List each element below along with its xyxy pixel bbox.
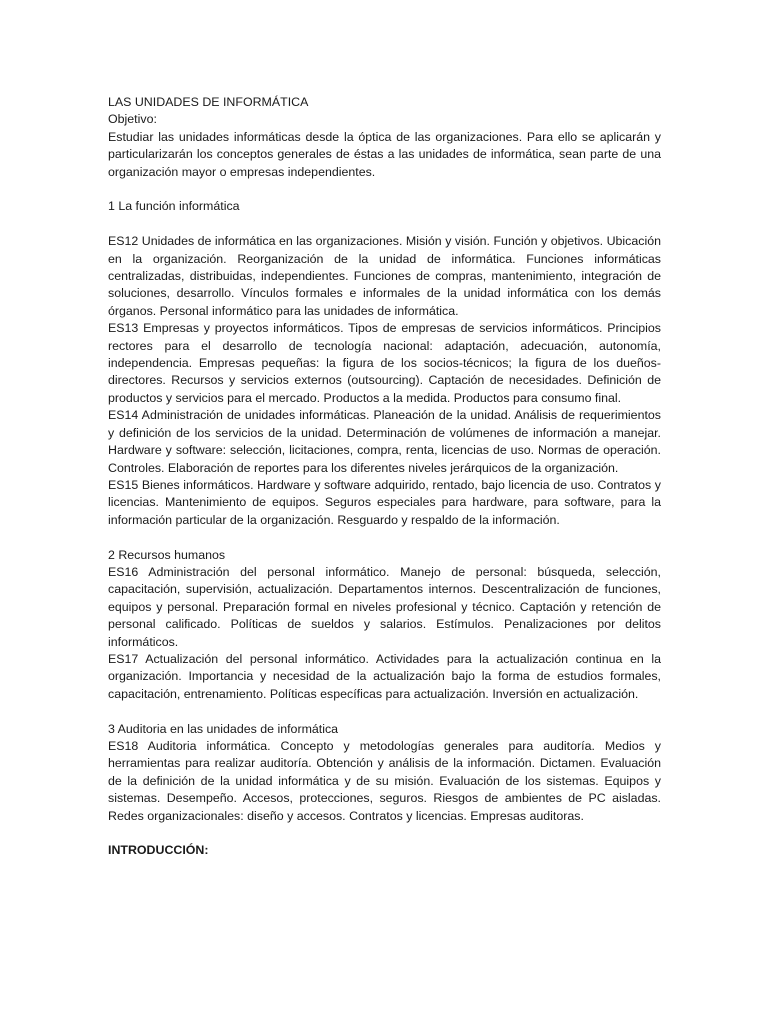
objetivo-text: Estudiar las unidades informáticas desde la óptica de las organizaciones. Para ello se aplicarán y particularizarán los conceptos generales de éstas a las unidades de informática, sean parte de una organización mayor o empresas independientes. <box>108 129 661 179</box>
document-title: LAS UNIDADES DE INFORMÁTICA <box>108 95 309 109</box>
paragraph-es18: ES18 Auditoria informática. Concepto y metodologías generales para auditoría. Medios y herramientas para realizar auditoría. Obtención y análisis de la información. Dictamen. Evaluación de la definición de la unidad informática y de su misión. Evaluación de los sistemas. Equipos y sistemas. Desempeño. Accesos, protecciones, seguros. Riesgos de ambientes de PC aisladas. Redes organizacionales: diseño y accesos. Contratos y licencias. Empresas auditoras. <box>108 738 661 823</box>
paragraph-es12: ES12 Unidades de informática en las organizaciones. Misión y visión. Función y objetivos. Ubicación en la organización. Reorganización de la unidad de informática. Funciones informáticas centralizadas, distribuidas, independientes. Funciones de compras, mantenimiento, integración de soluciones, desarrollo. Vínculos formales e informales de la unidad informática con los demás órganos. Personal informático para las unidades de informática. <box>108 234 661 318</box>
section-heading-1: 1 La función informática <box>108 199 240 214</box>
spacer <box>108 181 661 198</box>
paragraph-es13: ES13 Empresas y proyectos informáticos. Tipos de empresas de servicios informáticos. Principios rectores para el desarrollo de tecnología nacional: adaptación, adecuación, autonomía, independencia. Empresas pequeñas: la figura de los socios-técnicos; la figura de los dueños-directores. Recursos y servicios externos (outsourcing). Captación de necesidades. Definición de productos y servicios para el mercado. Productos a la medida. Productos para consumo final. <box>108 321 661 405</box>
spacer <box>108 703 661 720</box>
spacer <box>108 216 661 233</box>
objetivo-label: Objetivo: <box>108 112 157 127</box>
spacer <box>108 825 661 842</box>
section-heading-3: 3 Auditoria en las unidades de informática <box>108 721 339 736</box>
section-heading-2: 2 Recursos humanos <box>108 547 226 562</box>
paragraph-es16: ES16 Administración del personal informático. Manejo de personal: búsqueda, selección, capacitación, supervisión, actualización. Departamentos internos. Descentralización de funciones, equipos y personal. Preparación formal en niveles profesional y técnico. Captación y retención de personal calificado. Políticas de sueldos y salarios. Estímulos. Penalizaciones por delitos informáticos. <box>108 564 661 649</box>
paragraph-es14: ES14 Administración de unidades informáticas. Planeación de la unidad. Análisis de requerimientos y definición de los servicios de la unidad. Determinación de volúmenes de información a manejar. Hardware y software: selección, licitaciones, compra, renta, licencias de uso. Normas de operación. Controles. Elaboración de reportes para los diferentes niveles jerárquicos de la organización. <box>108 408 661 475</box>
introduccion-heading: INTRODUCCIÓN: <box>108 843 209 858</box>
paragraph-es15: ES15 Bienes informáticos. Hardware y software adquirido, rentado, bajo licencia de uso. Contratos y licencias. Mantenimiento de equipos. Seguros especiales para hardware, para software, para la información particular de la organización. Resguardo y respaldo de la información. <box>108 477 661 527</box>
spacer <box>108 529 661 546</box>
paragraph-es17: ES17 Actualización del personal informático. Actividades para la actualización continua en la organización. Importancia y necesidad de la actualización bajo la forma de estudios formales, capacitación, entrenamiento. Políticas específicas para actualización. Inversión en actualización. <box>108 651 661 701</box>
document-page <box>108 94 661 860</box>
